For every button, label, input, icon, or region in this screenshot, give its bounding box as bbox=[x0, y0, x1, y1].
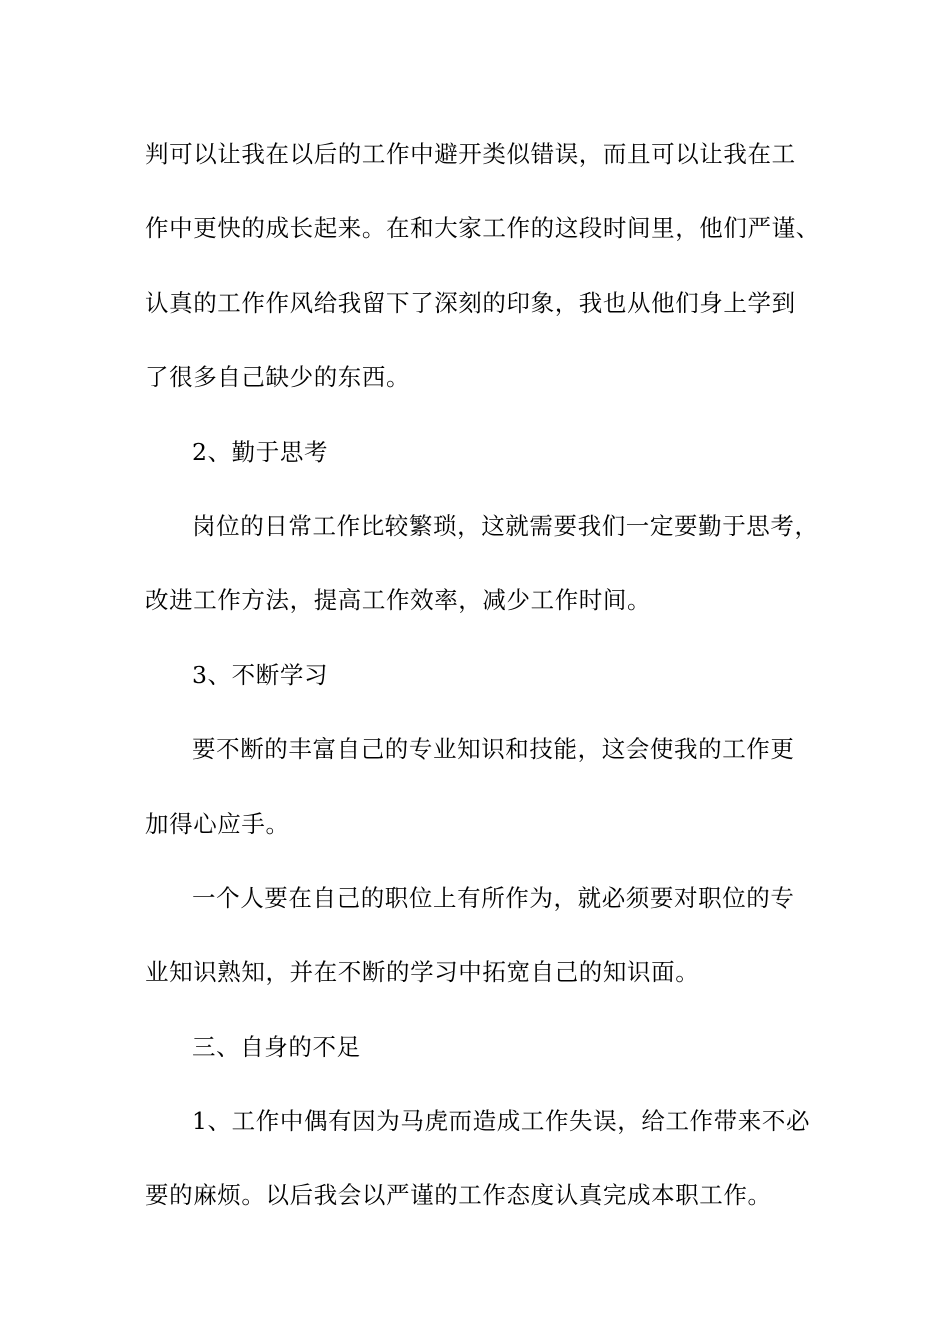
text-line: 加得心应手。 bbox=[145, 809, 290, 838]
section-heading: 三、自身的不足 bbox=[192, 1032, 361, 1061]
section-heading: 2、勤于思考 bbox=[192, 437, 329, 466]
section-heading: 3、不断学习 bbox=[192, 660, 329, 689]
text-line: 要的麻烦。以后我会以严谨的工作态度认真完成本职工作。 bbox=[145, 1181, 772, 1210]
text-line: 了很多自己缺少的东西。 bbox=[145, 363, 411, 392]
text-line: 要不断的丰富自己的专业知识和技能，这会使我的工作更 bbox=[192, 735, 795, 764]
text-line: 认真的工作作风给我留下了深刻的印象，我也从他们身上学到 bbox=[145, 288, 796, 317]
document-body bbox=[145, 131, 820, 1247]
text-line: 作中更快的成长起来。在和大家工作的这段时间里，他们严谨、 bbox=[145, 214, 820, 243]
text-line: 判可以让我在以后的工作中避开类似错误，而且可以让我在工 bbox=[145, 140, 796, 168]
text-line: 一个人要在自己的职位上有所作为，就必须要对职位的专 bbox=[192, 883, 795, 912]
text-line: 业知识熟知，并在不断的学习中拓宽自己的知识面。 bbox=[145, 958, 700, 987]
text-line: 1、工作中偶有因为马虎而造成工作失误，给工作带来不必 bbox=[192, 1107, 811, 1136]
text-line: 岗位的日常工作比较繁琐，这就需要我们一定要勤于思考， bbox=[192, 511, 819, 540]
text-line: 改进工作方法，提高工作效率，减少工作时间。 bbox=[145, 586, 652, 615]
